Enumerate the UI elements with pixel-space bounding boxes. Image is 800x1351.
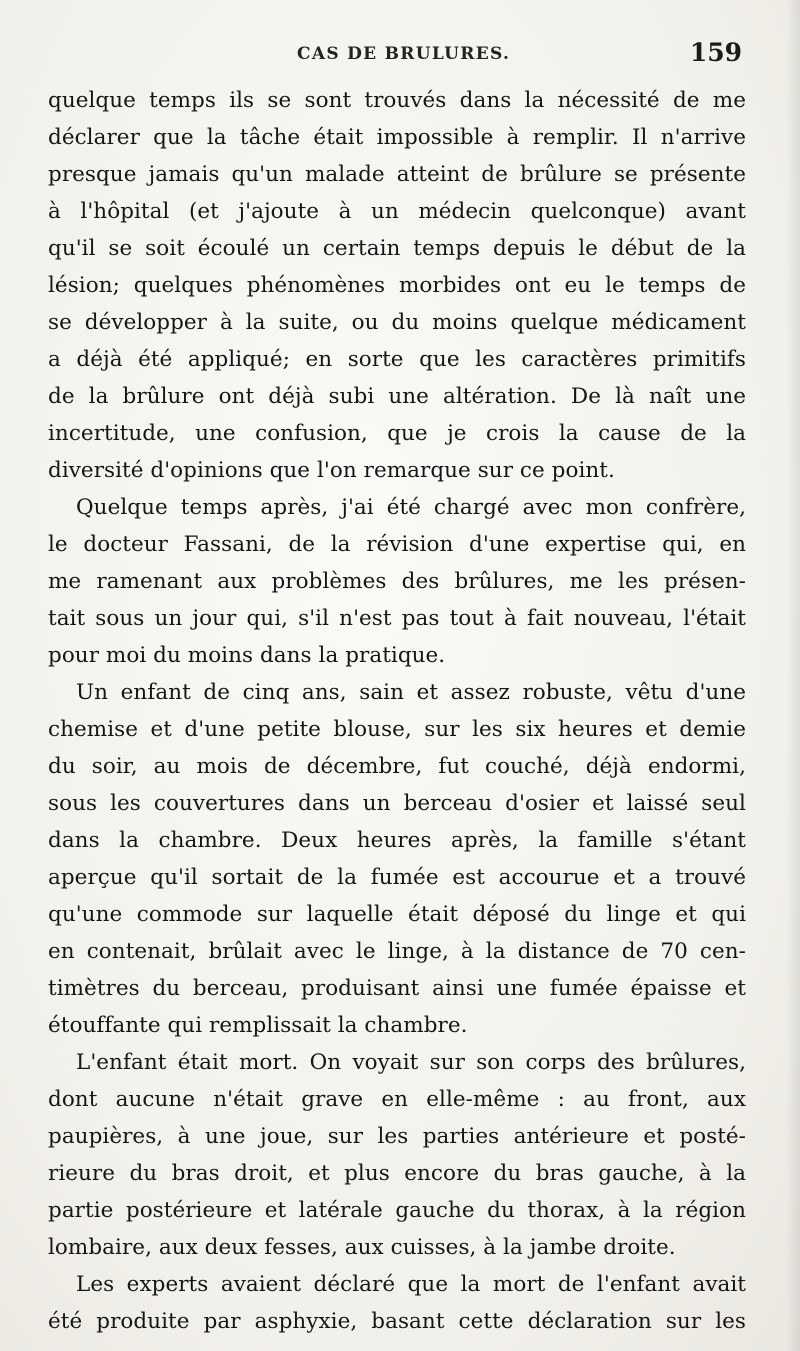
- text-line: aperçue qu'il sortait de la fumée est accourue et a trouvé: [48, 865, 746, 890]
- text-line: partie postérieure et latérale gauche du thorax, à la région: [48, 1198, 746, 1223]
- text-line: a déjà été appliqué; en sorte que les caractères primitifs: [48, 347, 746, 372]
- text-line: de la brûlure ont déjà subi une altération. De là naît une: [48, 384, 746, 409]
- text-line: tait sous un jour qui, s'il n'est pas tout à fait nouveau, l'était: [48, 606, 746, 631]
- running-title: CAS DE BRULURES.: [297, 44, 511, 64]
- text-line: du soir, au mois de décembre, fut couché, déjà endormi,: [48, 754, 746, 779]
- text-line: qu'une commode sur laquelle était déposé du linge et qui: [48, 902, 746, 927]
- text-line: Un enfant de cinq ans, sain et assez robuste, vêtu d'une: [76, 680, 746, 705]
- text-line: se développer à la suite, ou du moins quelque médicament: [48, 310, 746, 335]
- text-line: rieure du bras droit, et plus encore du bras gauche, à la: [48, 1161, 746, 1186]
- text-line: pour moi du moins dans la pratique.: [48, 643, 446, 668]
- text-line: déclarer que la tâche était impossible à remplir. Il n'arrive: [48, 125, 746, 150]
- text-line: quelque temps ils se sont trouvés dans la nécessité de me: [48, 88, 746, 113]
- text-line: diversité d'opinions que l'on remarque sur ce point.: [48, 458, 615, 483]
- text-line: qu'il se soit écoulé un certain temps depuis le début de la: [48, 236, 746, 261]
- text-line: incertitude, une confusion, que je crois la cause de la: [48, 421, 746, 446]
- text-line: lésion; quelques phénomènes morbides ont eu le temps de: [48, 273, 746, 298]
- text-line: Les experts avaient déclaré que la mort de l'enfant avait: [76, 1272, 746, 1297]
- text-line: timètres du berceau, produisant ainsi une fumée épaisse et: [48, 976, 746, 1001]
- text-line: dans la chambre. Deux heures après, la famille s'étant: [48, 828, 746, 853]
- page-edge-shadow: [786, 0, 800, 1351]
- text-line: paupières, à une joue, sur les parties antérieure et posté-: [48, 1124, 746, 1149]
- text-line: dont aucune n'était grave en elle-même : au front, aux: [48, 1087, 746, 1112]
- page-number: 159: [689, 38, 742, 67]
- text-line: me ramenant aux problèmes des brûlures, me les présen-: [48, 569, 746, 594]
- text-line: Quelque temps après, j'ai été chargé avec mon confrère,: [76, 495, 746, 520]
- text-line: le docteur Fassani, de la révision d'une expertise qui, en: [48, 532, 746, 557]
- body-text: [48, 82, 746, 1340]
- text-line: presque jamais qu'un malade atteint de brûlure se présente: [48, 162, 746, 187]
- text-line: étouffante qui remplissait la chambre.: [48, 1013, 468, 1038]
- text-line: été produite par asphyxie, basant cette déclaration sur les: [48, 1309, 746, 1334]
- text-line: sous les couvertures dans un berceau d'osier et laissé seul: [48, 791, 746, 816]
- text-line: en contenait, brûlait avec le linge, à la distance de 70 cen-: [48, 939, 746, 964]
- text-line: à l'hôpital (et j'ajoute à un médecin quelconque) avant: [48, 199, 746, 224]
- text-line: chemise et d'une petite blouse, sur les six heures et demie: [48, 717, 746, 742]
- text-line: lombaire, aux deux fesses, aux cuisses, à la jambe droite.: [48, 1235, 676, 1260]
- text-line: L'enfant était mort. On voyait sur son corps des brûlures,: [76, 1050, 746, 1075]
